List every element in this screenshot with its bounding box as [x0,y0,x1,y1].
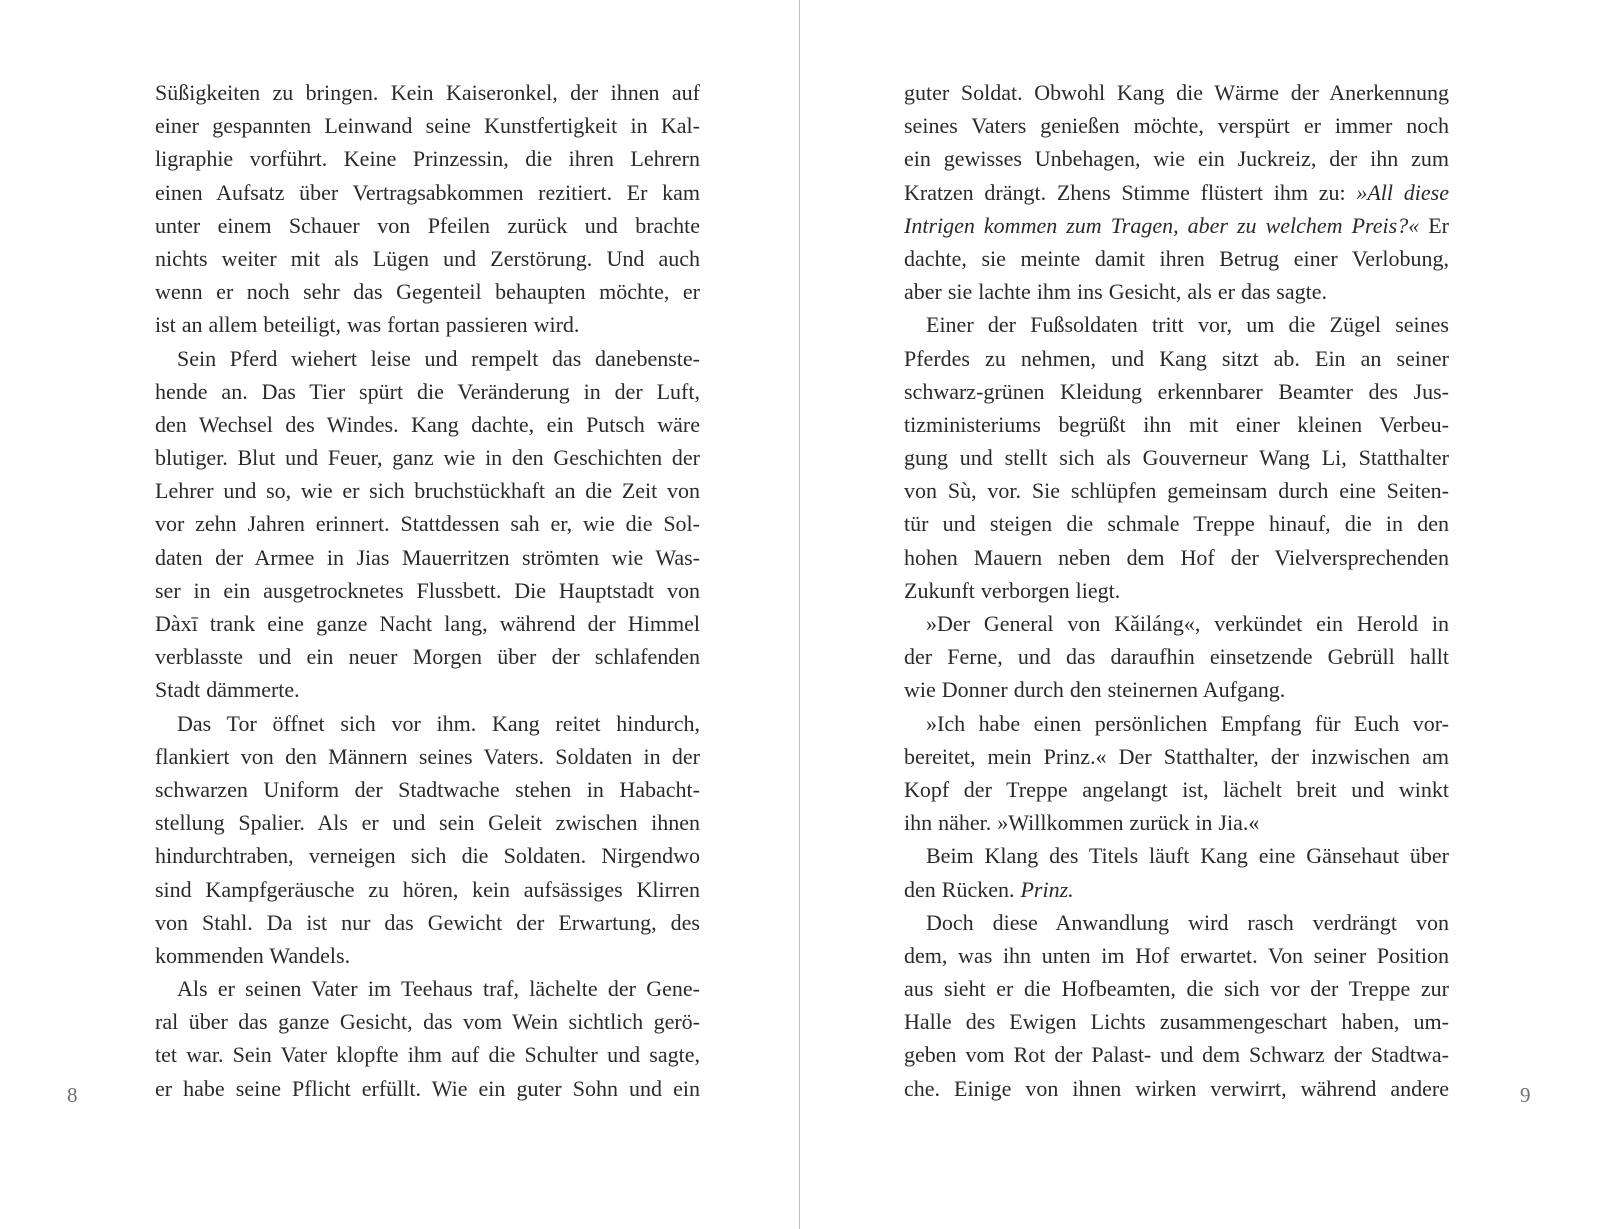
text-line: von Sù, vor. Sie schlüpfen gemeinsam durch eine Seiten- [904,478,1449,504]
left-page-text [155,76,700,1105]
text-line: von Stahl. Da ist nur das Gewicht der Erwartung, des [155,909,700,935]
text-line: tizministeriums begrüßt ihn mit einer kleinen Verbeu- [904,411,1449,437]
text-line: tet war. Sein Vater klopfte ihm auf die Schulter und sagte, [155,1042,700,1068]
text-line: Als er seinen Vater im Teehaus traf, lächelte der Gene- [177,976,700,1002]
text-line: dem, was ihn unten im Hof erwartet. Von seiner Position [904,942,1449,968]
text-line: ligraphie vorführt. Keine Prinzessin, die ihren Lehrern [155,146,700,172]
text-line: einer gespannten Leinwand seine Kunstfertigkeit in Kal- [155,113,700,139]
text-line: hende an. Das Tier spürt die Veränderung in der Luft, [155,378,700,404]
text-line: bereitet, mein Prinz.« Der Statthalter, der inzwischen am [904,743,1449,769]
text-line: verblasste und ein neuer Morgen über der schlafenden [155,644,700,670]
page-number-left: 8 [67,1083,78,1107]
text-line: wie Donner durch den steinernen Aufgang. [904,677,1286,703]
text-line: den Wechsel des Windes. Kang dachte, ein Putsch wäre [155,411,700,437]
text-line: Einer der Fußsoldaten tritt vor, um die Zügel seines [926,312,1449,338]
page-number-right: 9 [1520,1083,1531,1107]
text-line: hohen Mauern neben dem Hof der Vielversprechenden [904,544,1449,570]
text-line: ist an allem beteiligt, was fortan passieren wird. [155,312,580,338]
text-line: »Ich habe einen persönlichen Empfang für Euch vor- [926,710,1449,736]
text-line: che. Einige von ihnen wirken verwirrt, während andere [904,1075,1449,1101]
right-page-text [904,76,1449,1105]
text-line: kommenden Wandels. [155,942,351,968]
text-line-mixed [904,209,1449,242]
text-line: Stadt dämmerte. [155,677,300,703]
text-line: stellung Spalier. Als er und sein Geleit zwischen ihnen [155,810,700,836]
text-line: der Ferne, und das daraufhin einsetzende Gebrüll hallt [904,644,1449,670]
text-line: Sein Pferd wiehert leise und rempelt das danebenste- [177,345,700,371]
text-line: Halle des Ewigen Lichts zusammengeschart haben, um- [904,1009,1449,1035]
text-line: Kopf der Treppe angelangt ist, lächelt breit und winkt [904,776,1449,802]
right-page [800,0,1600,1229]
text-line-mixed [904,176,1449,209]
text-line: unter einem Schauer von Pfeilen zurück und brachte [155,212,700,238]
text-line: hindurchtraben, verneigen sich die Soldaten. Nirgendwo [155,843,700,869]
text-line: aus sieht er die Hofbeamten, die sich vor der Treppe zur [904,976,1449,1002]
text-line: er habe seine Pflicht erfüllt. Wie ein guter Sohn und ein [155,1075,700,1101]
text-line: vor zehn Jahren erinnert. Stattdessen sah er, wie die Sol- [155,511,700,537]
text-line: nichts weiter mit als Lügen und Zerstörung. Und auch [155,245,700,271]
text-line: ihn näher. »Willkommen zurück in Jia.« [904,810,1260,836]
text-line: blutiger. Blut und Feuer, ganz wie in den Geschichten der [155,445,700,471]
text-line: ser in ein ausgetrocknetes Flussbett. Die Hauptstadt von [155,577,700,603]
text-line: ral über das ganze Gesicht, das vom Wein sichtlich gerö- [155,1009,700,1035]
text-line-mixed [904,873,1449,906]
text-line: aber sie lachte ihm ins Gesicht, als er das sagte. [904,279,1327,305]
text-line: guter Soldat. Obwohl Kang die Wärme der Anerkennung [904,80,1449,105]
text-line: tür und steigen die schmale Treppe hinauf, die in den [904,511,1449,537]
text-line: wenn er noch sehr das Gegenteil behaupten möchte, er [155,279,700,305]
text-italic: Prinz. [1020,876,1074,902]
text-line: Pferdes zu nehmen, und Kang sitzt ab. Ein an seiner [904,345,1449,371]
text-line: Lehrer und so, wie er sich bruchstückhaft an die Zeit von [155,478,700,504]
text-line: Doch diese Anwandlung wird rasch verdrängt von [926,909,1449,935]
text-line: Dàxī trank eine ganze Nacht lang, während der Himmel [155,611,700,636]
text-line: sind Kampfgeräusche zu hören, kein aufsässiges Klirren [155,876,700,902]
text-line: daten der Armee in Jias Mauerritzen strömten wie Was- [155,544,700,570]
text-roman: Er [1419,212,1449,238]
text-line: schwarzen Uniform der Stadtwache stehen in Habacht- [155,776,700,802]
text-line: ein gewisses Unbehagen, wie ein Juckreiz, der ihn zum [904,146,1449,172]
text-line: Das Tor öffnet sich vor ihm. Kang reitet hindurch, [177,710,700,736]
text-line: »Der General von Kǎiláng«, verkündet ein Herold in [926,611,1449,636]
text-line: Zukunft verborgen liegt. [904,577,1121,603]
text-roman: den Rücken. [904,876,1021,902]
text-italic: Intrigen kommen zum Tragen, aber zu welchem Preis?« [904,212,1420,238]
text-line: dachte, sie meinte damit ihren Betrug einer Verlobung, [904,245,1449,271]
text-line: schwarz-grünen Kleidung erkennbarer Beamter des Jus- [904,378,1449,404]
text-line: seines Vaters genießen möchte, verspürt er immer noch [904,113,1449,139]
text-roman: Kratzen drängt. Zhens Stimme flüstert ihm zu: [904,179,1357,205]
text-italic: »All diese [1356,179,1449,205]
text-line: Süßigkeiten zu bringen. Kein Kaiseronkel, der ihnen auf [155,80,700,105]
text-line: Beim Klang des Titels läuft Kang eine Gänsehaut über [926,843,1449,869]
text-line: einen Aufsatz über Vertragsabkommen rezitiert. Er kam [155,179,700,205]
text-line: geben vom Rot der Palast- und dem Schwarz der Stadtwa- [904,1042,1449,1068]
text-line: flankiert von den Männern seines Vaters. Soldaten in der [155,743,700,769]
text-line: gung und stellt sich als Gouverneur Wang Li, Statthalter [904,445,1449,471]
